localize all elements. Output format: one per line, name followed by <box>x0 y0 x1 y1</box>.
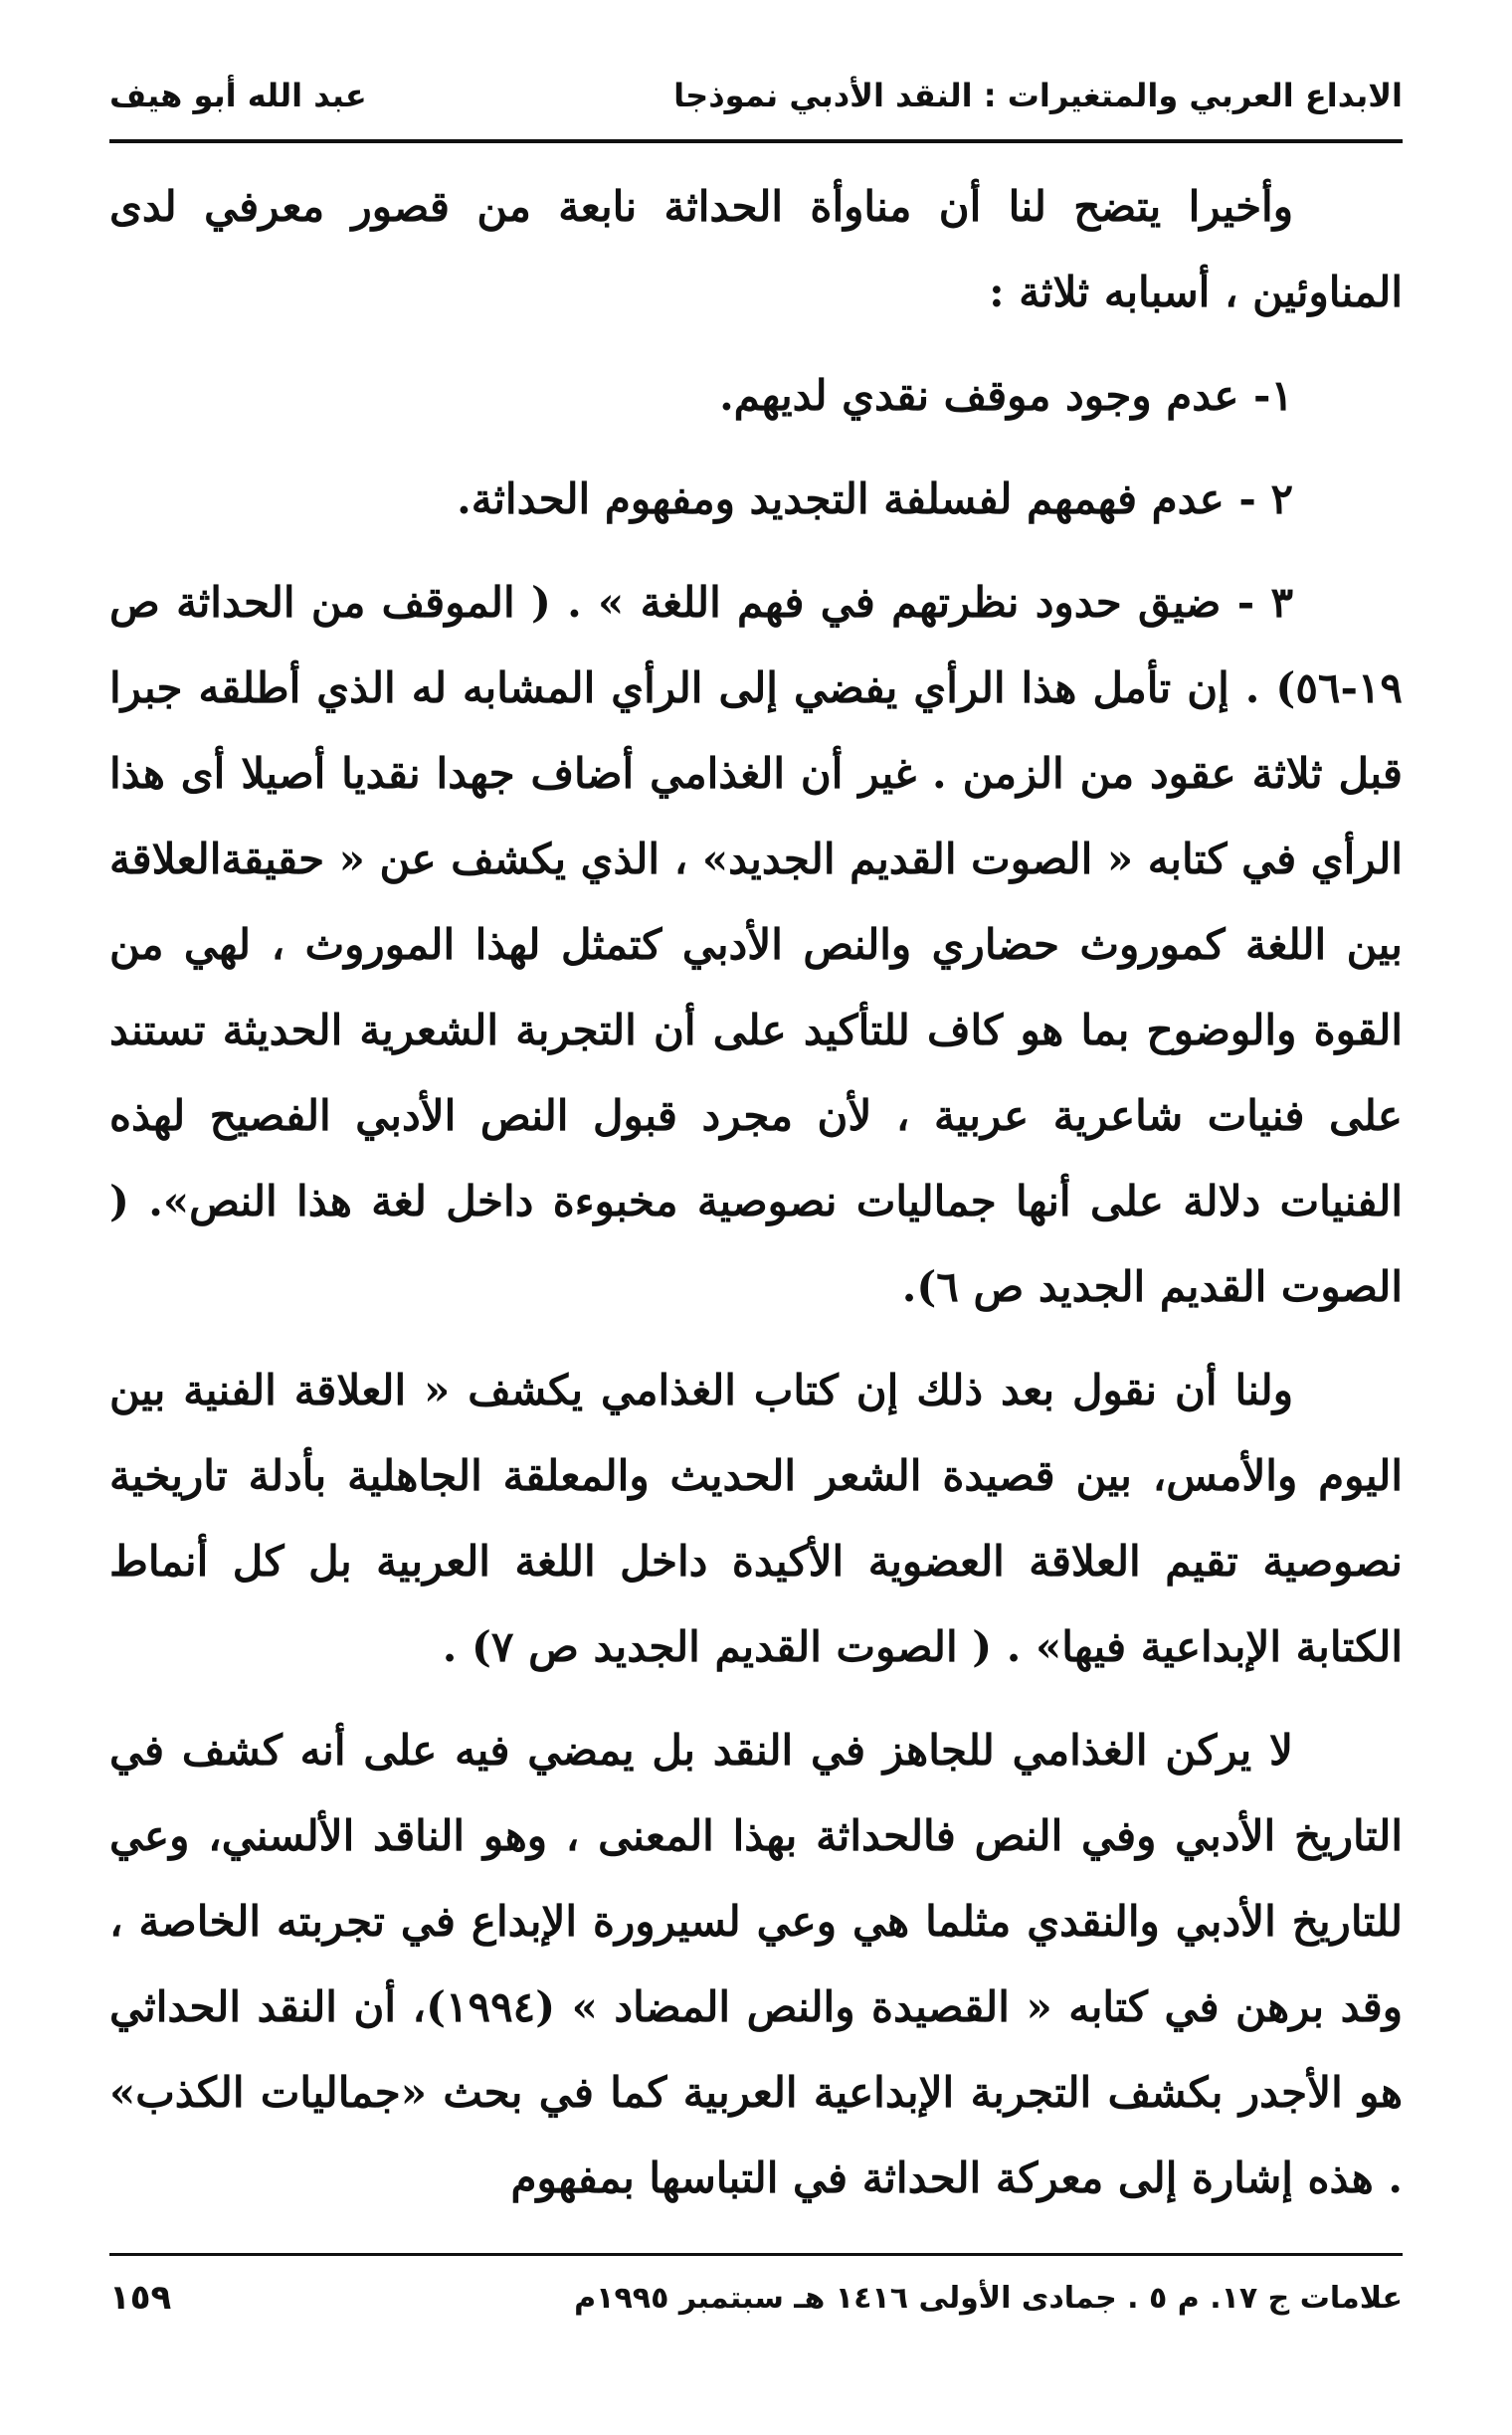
article-body <box>109 164 1403 2233</box>
footer-issue-info: علامات ج ١٧. م ٥ . جمادى الأولى ١٤١٦ هـ سبتمبر ١٩٩٥م <box>574 2280 1403 2316</box>
running-header <box>109 60 1403 131</box>
list-item-3: ٣ - ضيق حدود نظرتهم في فهم اللغة » . ( الموقف من الحداثة ص ١٩-٥٦) . إن تأمل هذا الرأي يفضي إلى الرأي المشابه له الذي أطلقه جبرا قبل ثلاثة عقود من الزمن . غير أن الغذامي أضاف جهدا نقديا أصيلا أى هذا الرأي في كتابه « الصوت القديم الجديد» ، الذي يكشف عن « حقيقةالعلاقة بين اللغة كموروث حضاري والنص الأدبي كتمثل لهذا الموروث ، لهي من القوة والوضوح بما هو كاف للتأكيد على أن التجربة الشعرية الحديثة تستند على فنيات شاعرية عربية ، لأن مجرد قبول النص الأدبي الفصيح لهذه الفنيات دلالة على أنها جماليات نصوصية مخبوءة داخل لغة هذا النص». ( الصوت القديم الجديد ص ٦). <box>109 578 1403 1311</box>
list-item-2: ٢ - عدم فهمهم لفسلفة التجديد ومفهوم الحداثة. <box>457 474 1293 523</box>
paragraph-2: ولنا أن نقول بعد ذلك إن كتاب الغذامي يكشف « العلاقة الفنية بين اليوم والأمس، بين قصيدة الشعر الحديث والمعلقة الجاهلية بأدلة تاريخية نصوصية تقيم العلاقة العضوية الأكيدة داخل اللغة العربية بل كل أنماط الكتابة الإبداعية فيها» . ( الصوت القديم الجديد ص ٧) . <box>109 1366 1403 1671</box>
footer-divider <box>109 2253 1403 2256</box>
paragraph-3: لا يركن الغذامي للجاهز في النقد بل يمضي فيه على أنه كشف في التاريخ الأدبي وفي النص فالحداثة بهذا المعنى ، وهو الناقد الألسني، وعي للتاريخ الأدبي والنقدي مثلما هي وعي لسيرورة الإبداع في تجربته الخاصة ، وقد برهن في كتابه « القصيدة والنص المضاد » (١٩٩٤)، أن النقد الحداثي هو الأجدر بكشف التجربة الإبداعية العربية كما في بحث «جماليات الكذب» . هذه إشارة إلى معركة الحداثة في التباسها بمفهوم <box>109 1726 1403 2202</box>
running-footer <box>109 2268 1403 2328</box>
header-journal-section: الابداع العربي والمتغيرات : النقد الأدبي نموذجا <box>673 77 1403 114</box>
intro-paragraph: وأخيرا يتضح لنا أن مناوأة الحداثة نابعة من قصور معرفي لدى المناوئين ، أسبابه ثلاثة : <box>109 182 1403 316</box>
list-item-1: ١- عدم وجود موقف نقدي لديهم. <box>719 371 1293 420</box>
page-number: ١٥٩ <box>109 2278 172 2318</box>
header-author: عبد الله أبو هيف <box>109 77 367 114</box>
header-divider <box>109 139 1403 143</box>
